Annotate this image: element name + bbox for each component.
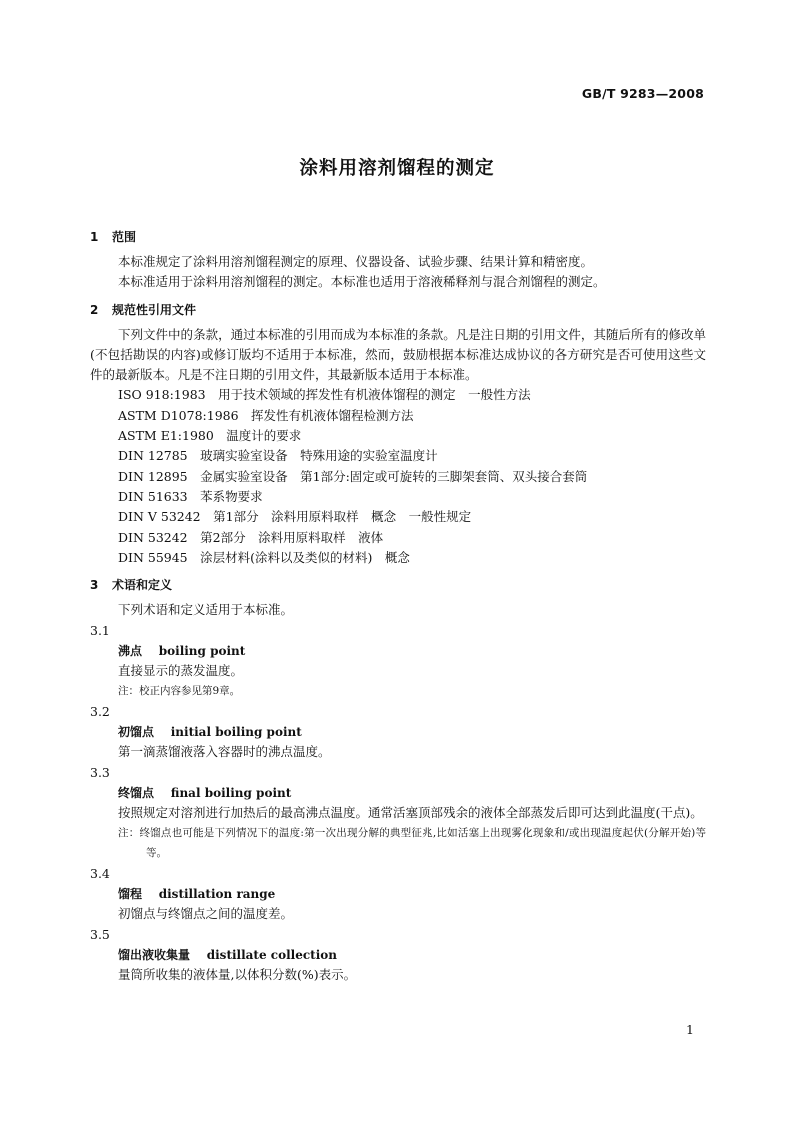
section-number: 1 <box>90 230 99 244</box>
term-definition: 量筒所收集的液体量,以体积分数(%)表示。 <box>118 967 357 983</box>
term-note: 注：终馏点也可能是下列情况下的温度:第一次出现分解的典型征兆,比如活塞上出现雾化现象和/或出现温度起伏(分解开始)等等。 <box>118 827 706 860</box>
section-title: 规范性引用文件 <box>112 302 197 317</box>
paragraph: 下列术语和定义适用于本标准。 <box>118 602 294 618</box>
term-heading <box>90 722 706 742</box>
reference-item: DIN 12895 金属实验室设备 第1部分:固定或可旋转的三脚架套筒、双头接合套筒 <box>118 468 588 484</box>
document-body <box>90 220 706 985</box>
term-zh: 终馏点 <box>118 786 155 801</box>
term-zh: 沸点 <box>118 644 143 659</box>
term-definition: 第一滴蒸馏液落入容器时的沸点温度。 <box>118 744 331 760</box>
reference-item: DIN 55945 涂层材料(涂料以及类似的材料) 概念 <box>118 549 410 565</box>
page-number: 1 <box>686 1022 694 1037</box>
term-heading <box>90 783 706 803</box>
clause-number: 3.2 <box>90 704 110 720</box>
section-heading-3 <box>90 575 706 595</box>
reference-item: ASTM E1:1980 温度计的要求 <box>118 428 302 444</box>
section-number: 2 <box>90 302 99 317</box>
term-heading <box>90 945 706 965</box>
section-heading-2 <box>90 300 706 320</box>
standard-number: GB/T 9283—2008 <box>581 86 704 101</box>
term-definition: 按照规定对溶剂进行加热后的最高沸点温度。通常活塞顶部残余的液体全部蒸发后即可达到此温度(干点)。 <box>118 805 703 821</box>
clause-number: 3.5 <box>90 927 110 943</box>
section-title: 范围 <box>112 230 137 244</box>
paragraph: 本标准规定了涂料用溶剂馏程测定的原理、仪器设备、试验步骤、结果计算和精密度。 <box>118 254 594 269</box>
section-heading-1 <box>90 227 706 247</box>
term-en: initial boiling point <box>170 725 302 740</box>
term-en: distillation range <box>158 887 276 902</box>
term-definition: 直接显示的蒸发温度。 <box>118 663 244 679</box>
reference-item: DIN 51633 苯系物要求 <box>118 488 263 504</box>
reference-item: ASTM D1078:1986 挥发性有机液体馏程检测方法 <box>118 407 414 423</box>
term-heading <box>90 641 706 661</box>
section-title: 术语和定义 <box>112 578 173 593</box>
term-en: distillate collection <box>206 948 337 963</box>
reference-item: DIN 12785 玻璃实验室设备 特殊用途的实验室温度计 <box>118 448 438 464</box>
term-en: final boiling point <box>170 786 292 801</box>
term-zh: 馏程 <box>118 887 143 902</box>
term-definition: 初馏点与终馏点之间的温度差。 <box>118 906 294 922</box>
term-heading <box>90 884 706 904</box>
term-note: 注：校正内容参见第9章。 <box>118 685 241 698</box>
reference-item: ISO 918:1983 用于技术领域的挥发性有机液体馏程的测定 一般性方法 <box>118 387 531 403</box>
term-en: boiling point <box>158 644 246 659</box>
paragraph: 本标准适用于涂料用溶剂馏程的测定。本标准也适用于溶液稀释剂与混合剂馏程的测定。 <box>118 274 606 290</box>
reference-item: DIN 53242 第2部分 涂料用原料取样 液体 <box>118 529 384 545</box>
clause-number: 3.1 <box>90 623 110 639</box>
reference-item: DIN V 53242 第1部分 涂料用原料取样 概念 一般性规定 <box>118 509 472 525</box>
document-title: 涂料用溶剂馏程的测定 <box>299 158 495 179</box>
term-zh: 初馏点 <box>118 725 155 740</box>
section-number: 3 <box>90 578 99 593</box>
term-zh: 馏出液收集量 <box>118 948 191 963</box>
clause-number: 3.3 <box>90 765 110 781</box>
paragraph: 下列文件中的条款，通过本标准的引用而成为本标准的条款。凡是注日期的引用文件，其随后所有的修改单(不包括勘误的内容)或修订版均不适用于本标准，然而，鼓励根据本标准达成协议的各方研究是否可使用这些文件的最新版本。凡是不注日期的引用文件，其最新版本适用于本标准。 <box>90 326 706 383</box>
clause-number: 3.4 <box>90 866 110 882</box>
